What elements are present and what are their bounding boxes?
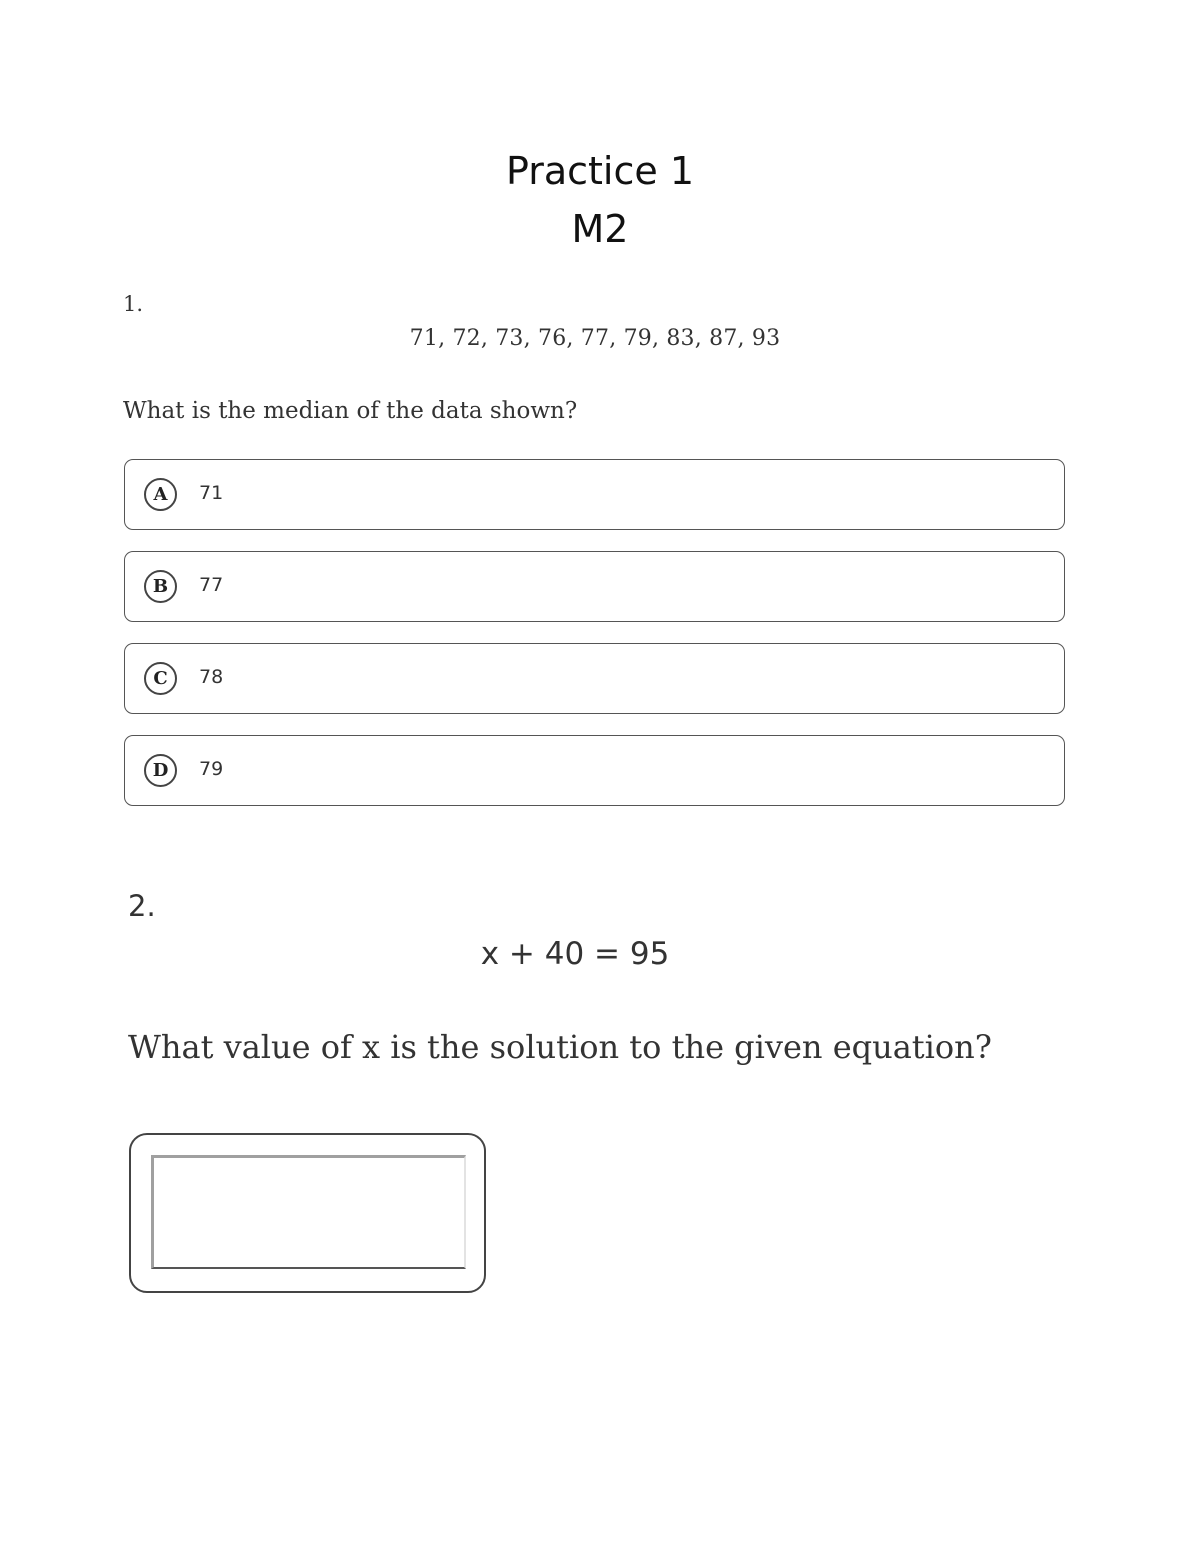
page-title: Practice 1 <box>505 149 695 193</box>
choice-c-letter-badge: C <box>144 662 177 695</box>
question-1-number: 1. <box>123 292 144 316</box>
choice-a-value: 71 <box>199 482 224 504</box>
question-2-equation: x + 40 = 95 <box>480 936 670 972</box>
answer-input[interactable] <box>151 1155 466 1269</box>
choice-d-value: 79 <box>199 758 224 780</box>
choice-d-option[interactable] <box>124 735 1065 806</box>
choice-d-letter-badge: D <box>144 754 177 787</box>
question-1-prompt: What is the median of the data shown? <box>123 398 578 424</box>
choice-c-option[interactable] <box>124 643 1065 714</box>
question-2-number: 2. <box>128 889 156 923</box>
choice-b-letter-badge: B <box>144 570 177 603</box>
answer-box-frame <box>129 1133 486 1293</box>
question-2-prompt: What value of x is the solution to the given equation? <box>128 1028 992 1066</box>
choice-c-value: 78 <box>199 666 224 688</box>
page-subtitle: M2 <box>571 207 629 251</box>
question-1-dataset: 71, 72, 73, 76, 77, 79, 83, 87, 93 <box>409 326 781 351</box>
choice-b-value: 77 <box>199 574 224 596</box>
choice-a-letter-badge: A <box>144 478 177 511</box>
choice-b-option[interactable] <box>124 551 1065 622</box>
choice-a-option[interactable] <box>124 459 1065 530</box>
